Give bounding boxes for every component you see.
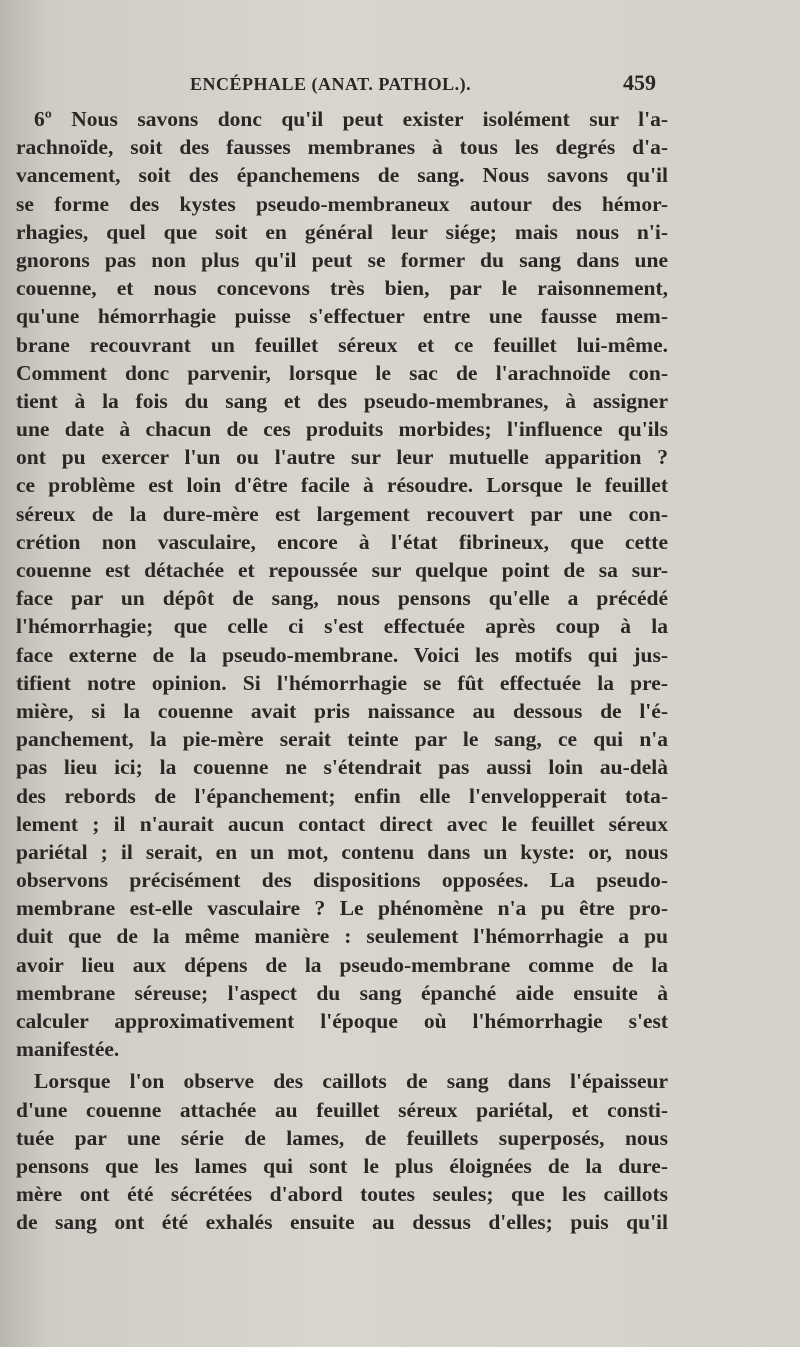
text-line: calculer approximativement l'époque où l'hémorrhagie s'est <box>16 1009 668 1033</box>
text-line: duit que de la même manière : seulement l'hémorrhagie a pu <box>16 924 668 949</box>
text-line: rachnoïde, soit des fausses membranes à tous les degrés d'a- <box>16 135 668 160</box>
text-line: l'hémorrhagie; que celle ci s'est effectuée après coup à la <box>16 614 668 639</box>
text-line: qu'une hémorrhagie puisse s'effectuer entre une fausse mem- <box>16 304 668 329</box>
text-line: avoir lieu aux dépens de la pseudo-membrane comme de la <box>16 952 668 977</box>
text-line: tient à la fois du sang et des pseudo-membranes, à assigner <box>16 388 668 413</box>
text-line: membrane est-elle vasculaire ? Le phénomène n'a pu être pro- <box>16 896 668 921</box>
page-header <box>0 70 800 102</box>
text-line: membrane séreuse; l'aspect du sang épanché aide ensuite à <box>16 980 668 1005</box>
text-line: tuée par une série de lames, de feuillets superposés, nous <box>16 1125 668 1150</box>
text-line: ont pu exercer l'un ou l'autre sur leur mutuelle apparition ? <box>16 445 668 470</box>
text-line: gnorons pas non plus qu'il peut se former du sang dans une <box>16 247 668 272</box>
paragraph <box>16 1067 668 1236</box>
text-line: Comment donc parvenir, lorsque le sac de l'arachnoïde con- <box>16 360 668 385</box>
text-line: 6º Nous savons donc qu'il peut exister isolément sur l'a- <box>34 107 668 131</box>
text-line: de sang ont été exhalés ensuite au dessus d'elles; puis qu'il <box>16 1210 668 1235</box>
running-title: ENCÉPHALE (ANAT. PATHOL.). <box>190 74 472 94</box>
text-line: face par un dépôt de sang, nous pensons qu'elle a précédé <box>16 586 668 611</box>
text-line: pariétal ; il serait, en un mot, contenu dans un kyste: or, nous <box>16 839 668 864</box>
text-line: manifestée. <box>16 1037 120 1062</box>
text-line: des rebords de l'épanchement; enfin elle l'envelopperait tota- <box>16 783 668 808</box>
text-line: lement ; il n'aurait aucun contact direct avec le feuillet séreux <box>16 811 668 836</box>
text-line: crétion non vasculaire, encore à l'état fibrineux, que cette <box>16 529 668 554</box>
text-line: Lorsque l'on observe des caillots de sang dans l'épaisseur <box>34 1069 668 1094</box>
text-line: pas lieu ici; la couenne ne s'étendrait pas aussi loin au-delà <box>16 755 668 780</box>
text-line: couenne est détachée et repoussée sur quelque point de sa sur- <box>16 558 668 582</box>
page-number: 459 <box>623 70 656 95</box>
text-line: séreux de la dure-mère est largement recouvert par une con- <box>16 501 668 526</box>
text-line: une date à chacun de ces produits morbides; l'influence qu'ils <box>16 417 668 442</box>
body-text <box>16 105 668 1237</box>
text-line: d'une couenne attachée au feuillet séreux pariétal, et consti- <box>16 1097 668 1122</box>
text-line: couenne, et nous concevons très bien, par le raisonnement, <box>16 276 668 301</box>
text-line: brane recouvrant un feuillet séreux et ce feuillet lui-même. <box>16 332 668 357</box>
text-line: observons précisément des dispositions opposées. La pseudo- <box>16 868 668 893</box>
text-line: face externe de la pseudo-membrane. Voici les motifs qui jus- <box>16 642 668 667</box>
text-line: ce problème est loin d'être facile à résoudre. Lorsque le feuillet <box>16 473 668 498</box>
text-line: se forme des kystes pseudo-membraneux autour des hémor- <box>16 191 668 216</box>
paragraph <box>16 105 668 1063</box>
text-line: panchement, la pie-mère serait teinte par le sang, ce qui n'a <box>16 727 668 752</box>
text-line: rhagies, quel que soit en général leur siége; mais nous n'i- <box>16 219 668 244</box>
text-line: vancement, soit des épanchemens de sang. Nous savons qu'il <box>16 163 668 188</box>
text-line: pensons que les lames qui sont le plus éloignées de la dure- <box>16 1153 668 1178</box>
text-line: mière, si la couenne avait pris naissance au dessous de l'é- <box>16 698 668 723</box>
text-line: tifient notre opinion. Si l'hémorrhagie se fût effectuée la pre- <box>16 670 668 695</box>
text-line: mère ont été sécrétées d'abord toutes seules; que les caillots <box>16 1182 668 1207</box>
